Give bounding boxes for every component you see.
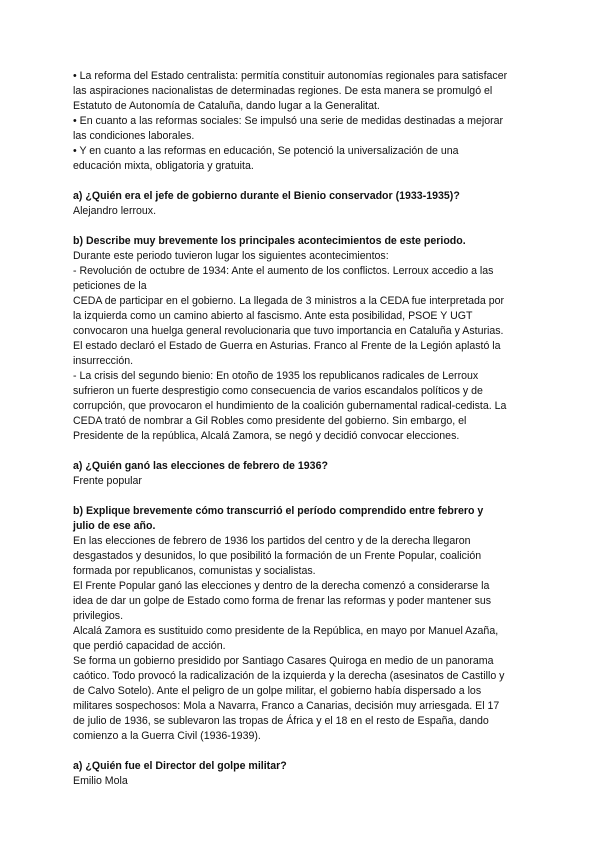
text-line: las condiciones laborales. — [73, 130, 195, 142]
question-5-section — [73, 759, 540, 789]
text-line: educación mixta, obligatoria y gratuita. — [73, 160, 254, 172]
answer-text: Frente popular — [73, 475, 142, 487]
answer-line: En las elecciones de febrero de 1936 los partidos del centro y de la derecha llegaron — [73, 535, 471, 547]
text-line: • En cuanto a las reformas sociales: Se impulsó una serie de medidas destinadas a mejorar — [73, 115, 504, 127]
answer-line: de julio de 1936, se sublevaron las tropas de África y el 18 en el resto de España, dando — [73, 715, 489, 727]
answer-line: privilegios. — [73, 610, 124, 622]
answer-line: El estado declaró el Estado de Guerra en Asturias. Franco al Frente de la Legión aplastó la — [73, 340, 501, 352]
answer-line: Presidente de la república, Alcalá Zamora, se negó y decidió convocar elecciones. — [73, 430, 460, 442]
question-heading: a) ¿Quién era el jefe de gobierno durante el Bienio conservador (1933-1935)? — [73, 190, 460, 202]
answer-text: Alejandro lerroux. — [73, 205, 157, 217]
answer-line: militares sospechosos: Mola a Navarra, Franco a Canarias, decisión muy arriesgada. El 17 — [73, 700, 500, 712]
question-heading: b) Describe muy brevemente los principales acontecimientos de este periodo. — [73, 235, 466, 247]
answer-line: de Calvo Sotelo). Ante el peligro de un golpe militar, el gobierno había dispersado a los — [73, 685, 482, 697]
answer-line: CEDA de participar en el gobierno. La llegada de 3 ministros a la CEDA fue interpretada por — [73, 295, 505, 307]
answer-line: idea de dar un golpe de Estado como forma de frenar las reformas y poder mantener sus — [73, 595, 492, 607]
question-heading: b) Explique brevemente cómo transcurrió el período comprendido entre febrero y — [73, 505, 484, 517]
answer-line: Durante este periodo tuvieron lugar los siguientes acontecimientos: — [73, 250, 389, 262]
question-2-section — [73, 234, 540, 444]
question-1-section — [73, 189, 540, 219]
question-heading: julio de ese año. — [73, 520, 156, 532]
answer-line: convocaron una huelga general revolucionaria que tuvo importancia en Cataluña y Asturias. — [73, 325, 504, 337]
answer-line: corrupción, que provocaron el hundimiento de la coalición gubernamental radical-cedista. La — [73, 400, 507, 412]
text-line: • La reforma del Estado centralista: permitía constituir autonomías regionales para satisfacer — [73, 70, 508, 82]
answer-line: formada por republicanos, comunistas y socialistas. — [73, 565, 316, 577]
answer-line: insurrección. — [73, 355, 134, 367]
question-4-section — [73, 504, 540, 744]
answer-line: caótico. Todo provocó la radicalización de la izquierda y la derecha (asesinatos de Castillo y — [73, 670, 505, 682]
question-heading: a) ¿Quién fue el Director del golpe militar? — [73, 760, 287, 772]
text-line: las aspiraciones nacionalistas de determinadas regiones. De esta manera se promulgó el — [73, 85, 493, 97]
question-3-section — [73, 459, 540, 489]
answer-line: - La crisis del segundo bienio: En otoño de 1935 los republicanos radicales de Lerroux — [73, 370, 479, 382]
answer-line: la izquierda como un camino abierto al fascismo. Ante esta posibilidad, PSOE Y UGT — [73, 310, 473, 322]
intro-section — [73, 69, 540, 174]
answer-line: peticiones de la — [73, 280, 147, 292]
answer-line: - Revolución de octubre de 1934: Ante el aumento de los conflictos. Lerroux accedio a las — [73, 265, 494, 277]
answer-line: Alcalá Zamora es sustituido como presidente de la República, en mayo por Manuel Azaña, — [73, 625, 499, 637]
answer-line: El Frente Popular ganó las elecciones y dentro de la derecha comenzó a considerarse la — [73, 580, 490, 592]
answer-text: Emilio Mola — [73, 775, 128, 787]
answer-line: comienzo a la Guerra Civil (1936-1939). — [73, 730, 261, 742]
answer-line: desgastados y desunidos, lo que posibilitó la formación de un Frente Popular, coalición — [73, 550, 482, 562]
answer-line: Se forma un gobierno presidido por Santiago Casares Quiroga en medio de un panorama — [73, 655, 494, 667]
answer-line: sufrieron un fuerte desprestigio como consecuencia de varios escandalos políticos y de — [73, 385, 483, 397]
answer-line: CEDA trató de nombrar a Gil Robles como presidente del gobierno. Sin embargo, el — [73, 415, 467, 427]
answer-line: que perdió capacidad de acción. — [73, 640, 226, 652]
text-line: • Y en cuanto a las reformas en educación, Se potenció la universalización de una — [73, 145, 459, 157]
text-line: Estatuto de Autonomía de Cataluña, dando lugar a la Generalitat. — [73, 100, 380, 112]
question-heading: a) ¿Quién ganó las elecciones de febrero de 1936? — [73, 460, 328, 472]
